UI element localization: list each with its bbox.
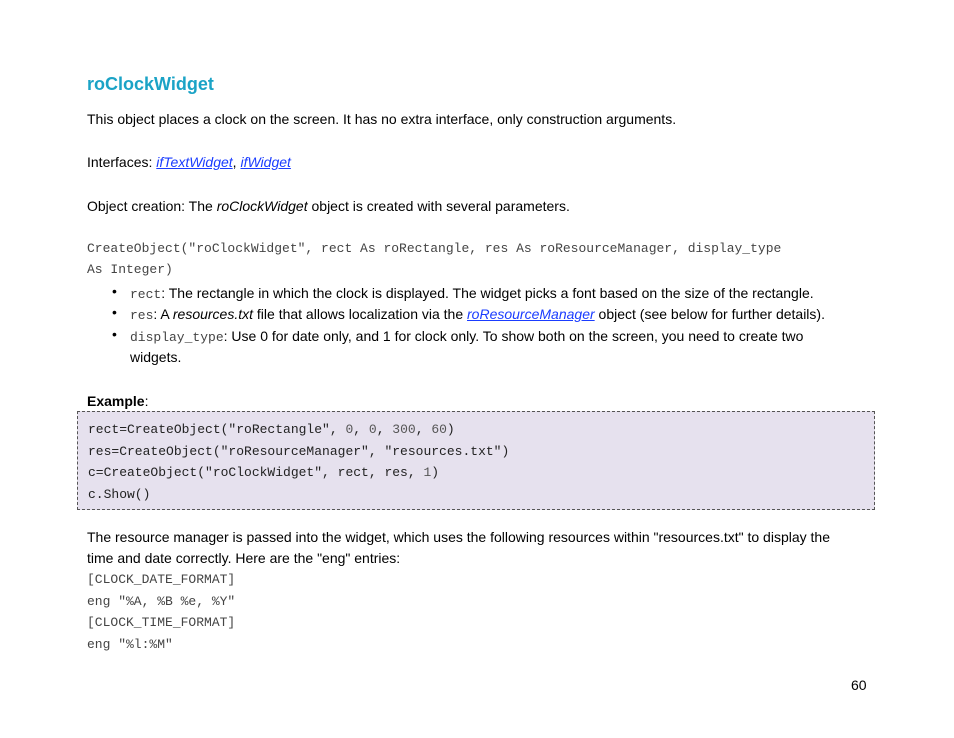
roresourcemanager-link[interactable]: roResourceManager <box>467 306 595 322</box>
code-number: 1 <box>423 465 432 480</box>
param-res: res <box>130 308 154 323</box>
bullet-display-type <box>130 326 850 348</box>
bullet-display-type-text-1: : Use 0 for date only, and 1 for clock only. To show both on the screen, you need to create two <box>223 328 804 344</box>
param-rect: rect <box>130 287 162 302</box>
code-line-4: c.Show() <box>88 487 151 502</box>
creation-suffix: object is created with several parameters. <box>307 198 570 214</box>
bullet-display-type-text-2: widgets. <box>130 349 182 365</box>
ifwidget-link[interactable]: ifWidget <box>240 154 291 170</box>
code-text: c=CreateObject("roClockWidget", rect, res, <box>88 465 424 480</box>
bullet-res <box>130 304 850 326</box>
code-text: , <box>376 422 393 437</box>
resource-entry: eng "%l:%M" <box>87 637 173 652</box>
example-colon: : <box>144 393 149 409</box>
bullet-res-file: resources.txt <box>172 306 254 322</box>
resource-entry: [CLOCK_TIME_FORMAT] <box>87 615 236 630</box>
code-text: ) <box>431 465 440 480</box>
code-text: , <box>353 422 369 437</box>
bullet-res-post: object (see below for further details). <box>594 306 825 322</box>
code-text: , <box>415 422 432 437</box>
param-display-type: display_type <box>130 330 224 345</box>
resource-entry: eng "%A, %B %e, %Y" <box>87 594 236 609</box>
bullet-rect <box>130 283 850 305</box>
code-number: 300 <box>392 422 416 437</box>
intro-paragraph: This object places a clock on the screen. It has no extra interface, only construction arguments. <box>87 111 677 127</box>
bullet-dot: • <box>112 304 117 320</box>
creation-object-name: roClockWidget <box>216 198 308 214</box>
interfaces-label: Interfaces: <box>87 154 157 170</box>
code-line-2: res=CreateObject("roResourceManager", "resources.txt") <box>88 444 510 459</box>
bullet-dot: • <box>112 326 117 342</box>
resource-entry: [CLOCK_DATE_FORMAT] <box>87 572 236 587</box>
bullet-res-pre: : A <box>153 306 173 322</box>
example-label-bold: Example <box>87 393 145 409</box>
code-number: 0 <box>345 422 354 437</box>
resource-paragraph-line-1: The resource manager is passed into the widget, which uses the following resources within "resources.txt" to display the <box>87 529 830 545</box>
iftextwidget-link[interactable]: ifTextWidget <box>156 154 233 170</box>
resource-paragraph-line-2: time and date correctly. Here are the "eng" entries: <box>87 550 401 566</box>
creation-prefix: Object creation: The <box>87 198 217 214</box>
bullet-dot: • <box>112 283 117 299</box>
code-number: 60 <box>431 422 447 437</box>
code-number: 0 <box>368 422 377 437</box>
create-call-line-1: CreateObject("roClockWidget", rect As roRectangle, res As roResourceManager, display_type <box>87 241 782 256</box>
code-text: rect=CreateObject("roRectangle", <box>88 422 346 437</box>
example-code-block <box>77 411 875 510</box>
section-title: roClockWidget <box>87 74 214 94</box>
bullet-rect-text: : The rectangle in which the clock is displayed. The widget picks a font based on the size of the rectangle. <box>161 285 814 301</box>
example-label <box>87 391 148 412</box>
code-line-1 <box>88 422 455 437</box>
interfaces-line <box>87 152 291 173</box>
object-creation-paragraph <box>87 196 570 217</box>
interfaces-separator: , <box>232 154 241 170</box>
bullet-res-mid: file that allows localization via the <box>253 306 468 322</box>
page-number: 60 <box>851 677 867 693</box>
create-call-line-2: As Integer) <box>87 262 173 277</box>
code-line-3 <box>88 465 439 480</box>
code-text: ) <box>446 422 455 437</box>
